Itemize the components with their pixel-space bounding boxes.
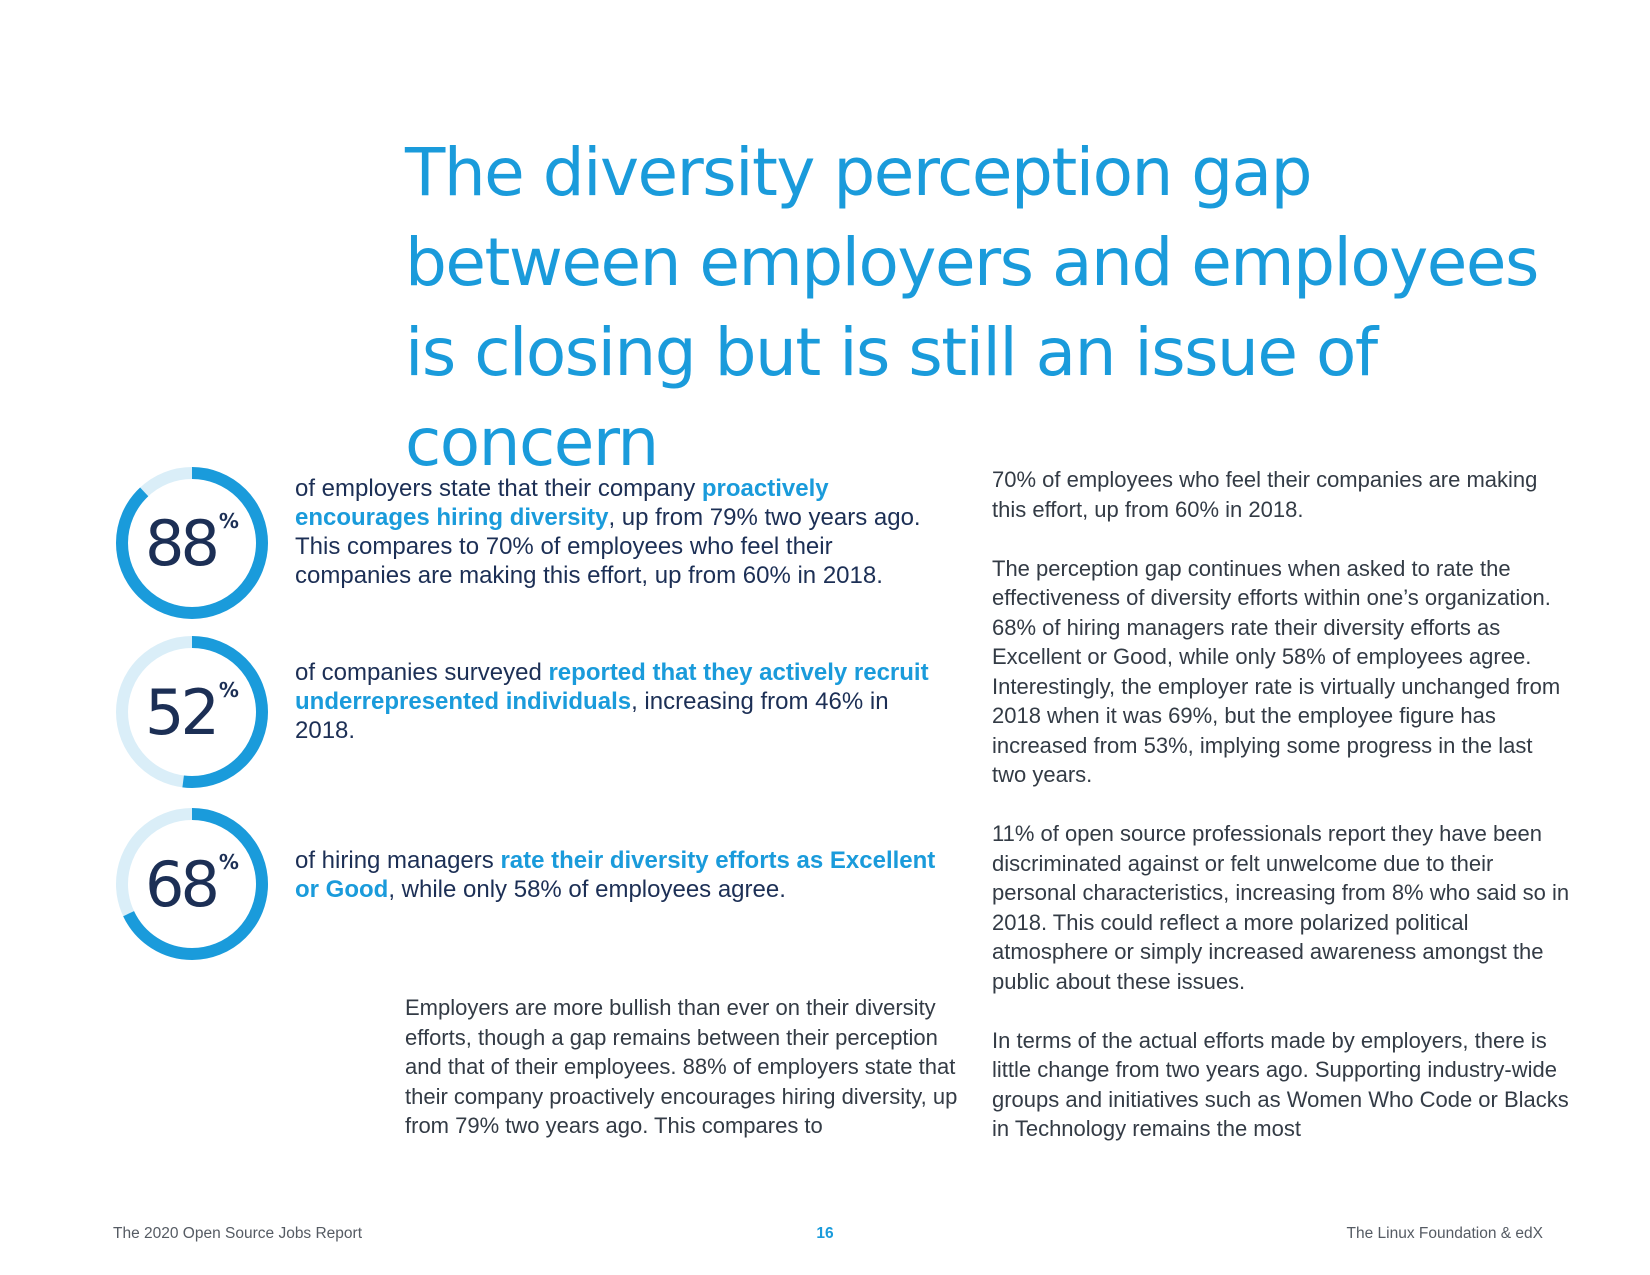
body-column-right bbox=[992, 465, 1572, 1173]
stat-value: 68 % bbox=[145, 847, 239, 921]
stat-value: 88 % bbox=[145, 506, 239, 580]
body-paragraph: The perception gap continues when asked to rate the effectiveness of diversity efforts within one’s organization. 68% of hiring managers rate their diversity efforts as Excellent or Good, while only 58% of employees agree. Interestingly, the employer rate is virtually unchanged from 2018 when it was 69%, but the employee figure has increased from 53%, implying some progress in the last two years. bbox=[992, 555, 1561, 787]
stat-description: of hiring managers rate their diversity efforts as Excellent or Good, while only 58% of employees agree. bbox=[295, 847, 936, 903]
stat-value: 52 % bbox=[145, 675, 239, 749]
body-paragraph: Employers are more bullish than ever on their diversity efforts, though a gap remains between their perception and that of their employees. 88% of employers state that their company proactively encourages hiring diversity, up from 79% two years ago. This compares to bbox=[405, 995, 958, 1138]
stat-block bbox=[112, 632, 942, 792]
stat-highlight: rate their diversity efforts as Excellent or Good bbox=[295, 847, 936, 903]
stat-block bbox=[112, 804, 942, 964]
stat-description: of employers state that their company proactively encourages hiring diversity, up from 79% two years ago. This compares to 70% of employees who feel their companies are making this effort, up from 60% in 2018. bbox=[295, 475, 921, 589]
stat-block bbox=[112, 463, 942, 623]
page-title: The diversity perception gap between employers and employees is closing but is still an issue of concern bbox=[405, 134, 1538, 481]
body-paragraph: 11% of open source professionals report they have been discriminated against or felt unwelcome due to their personal characteristics, increasing from 8% who said so in 2018. This could reflect a more polarized political atmosphere or simply increased awareness amongst the public about these issues. bbox=[992, 821, 1570, 994]
stat-description: of companies surveyed reported that they actively recruit underrepresented individuals, increasing from 46% in 2018. bbox=[295, 659, 929, 744]
stat-highlight: reported that they actively recruit underrepresented individuals bbox=[295, 659, 929, 715]
stat-highlight: proactively encourages hiring diversity bbox=[295, 475, 829, 531]
body-paragraph: In terms of the actual efforts made by employers, there is little change from two years ago. Supporting industry-wide groups and initiatives such as Women Who Code or Blacks in Technology remains the most bbox=[992, 1027, 1569, 1141]
footer-report-title: The 2020 Open Source Jobs Report bbox=[113, 1225, 363, 1242]
footer-publisher: The Linux Foundation & edX bbox=[1346, 1225, 1543, 1242]
page-number: 16 bbox=[816, 1225, 834, 1242]
body-paragraph: 70% of employees who feel their companies are making this effort, up from 60% in 2018. bbox=[992, 467, 1538, 522]
